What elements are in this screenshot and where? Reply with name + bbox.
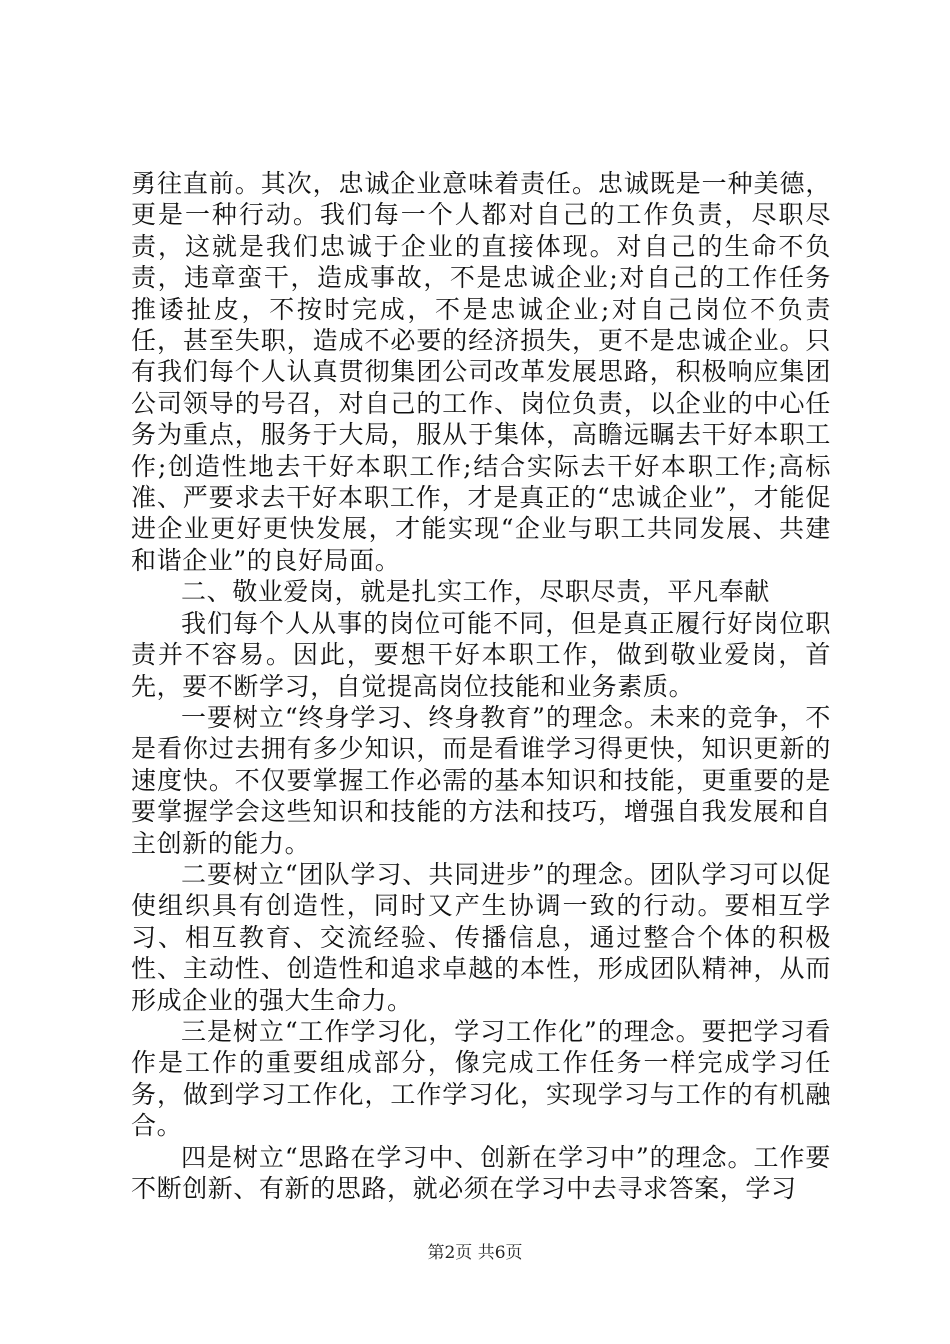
paragraph-continuation: 勇往直前。其次，忠诚企业意味着责任。忠诚既是一种美德，更是一种行动。我们每一个人都对自己的工作负责，尽职尽责，这就是我们忠诚于企业的直接体现。对自己的生命不负责，违章蛮干，造成事故，不是忠诚企业;对自己的工作任务推诿扯皮，不按时完成，不是忠诚企业;对自己岗位不负责任，甚至失职，造成不必要的经济损失，更不是忠诚企业。只有我们每个人认真贯彻集团公司改革发展思路，积极响应集团公司领导的号召，对自己的工作、岗位负责，以企业的中心任务为重点，服务于大局，服从于集体，高瞻远瞩去干好本职工作;创造性地去干好本职工作;结合实际去干好本职工作;高标准、严要求去干好本职工作，才是真正的“忠诚企业”，才能促进企业更好更快发展，才能实现“企业与职工共同发展、共建和谐企业”的良好局面。 bbox=[131, 169, 831, 575]
paragraph-point-one: 一要树立“终身学习、终身教育”的理念。未来的竞争，不是看你过去拥有多少知识，而是看谁学习得更快，知识更新的速度快。不仅要掌握工作必需的基本知识和技能，更重要的是要掌握学会这些知识和技能的方法和技巧，增强自我发展和自主创新的能力。 bbox=[131, 702, 831, 858]
paragraph-point-three: 三是树立“工作学习化，学习工作化”的理念。要把学习看作是工作的重要组成部分，像完成工作任务一样完成学习任务，做到学习工作化，工作学习化，实现学习与工作的有机融合。 bbox=[131, 1016, 831, 1141]
section-heading: 二、敬业爱岗，就是扎实工作，尽职尽责，平凡奉献 bbox=[181, 577, 770, 607]
document-body bbox=[131, 168, 831, 1204]
page-number-footer: 第2页 共6页 bbox=[427, 1243, 523, 1263]
paragraph-intro: 我们每个人从事的岗位可能不同，但是真正履行好岗位职责并不容易。因此，要想干好本职工作，做到敬业爱岗，首先，要不断学习，自觉提高岗位技能和业务素质。 bbox=[131, 608, 831, 701]
paragraph-point-four: 四是树立“思路在学习中、创新在学习中”的理念。工作要不断创新、有新的思路，就必须在学习中去寻求答案，学习 bbox=[131, 1142, 831, 1203]
paragraph-point-two: 二要树立“团队学习、共同进步”的理念。团队学习可以促使组织具有创造性，同时又产生协调一致的行动。要相互学习、相互教育、交流经验、传播信息，通过整合个体的积极性、主动性、创造性和追求卓越的本性，形成团队精神，从而形成企业的强大生命力。 bbox=[131, 859, 831, 1015]
